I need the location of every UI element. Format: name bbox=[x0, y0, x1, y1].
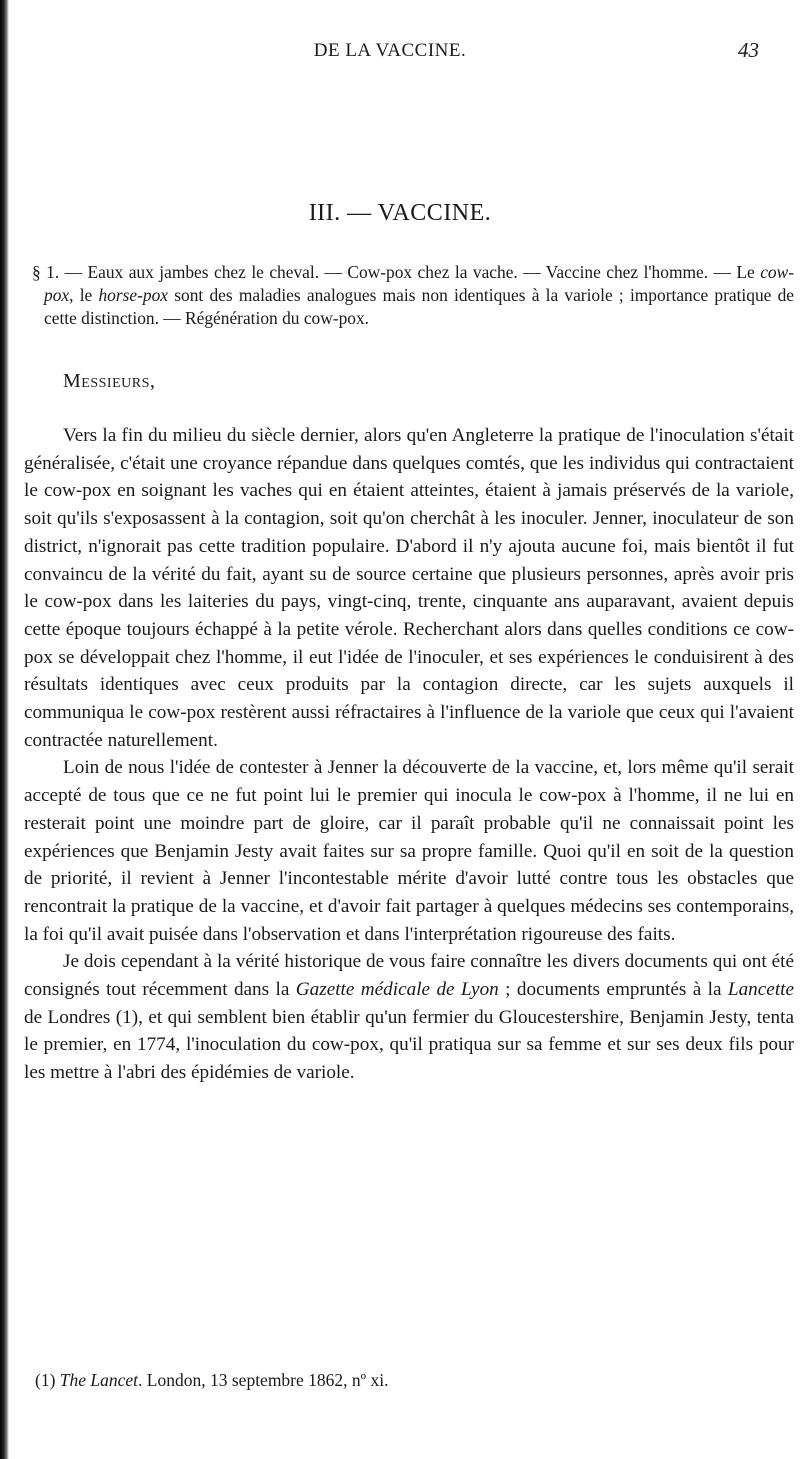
section-summary bbox=[32, 261, 794, 330]
page-number: 43 bbox=[738, 38, 759, 62]
body-text bbox=[24, 422, 794, 1087]
salutation bbox=[63, 370, 155, 393]
paragraph-3 bbox=[24, 948, 794, 1087]
paragraph-3-text-3: de Londres (1), et qui semblent bien établir qu'un fermier du Gloucestershire, Benjamin Jesty, tenta le premier, en 1774, l'inoculation du cow-pox, qu'il pratiqua sur sa femme et sur ses deux fils pour les mettre à l'abri des épidémies de variole. bbox=[24, 1006, 794, 1084]
paragraph-3-text-2: ; documents empruntés à la bbox=[498, 979, 728, 1001]
footnote-citation: . London, 13 septembre 1862, nº xi. bbox=[138, 1370, 389, 1390]
running-head: DE LA VACCINE. bbox=[313, 40, 467, 61]
summary-text-1: § 1. — Eaux aux jambes chez le cheval. — Cow-pox chez la vache. — Vaccine chez l'homme. — Le bbox=[32, 262, 761, 282]
footnote-journal: The Lancet bbox=[59, 1370, 139, 1390]
paragraph-3-italic-gazette: Gazette médicale de Lyon bbox=[295, 979, 499, 1001]
chapter-title: III. — VACCINE. bbox=[308, 200, 492, 226]
salutation-text: Messieurs, bbox=[63, 370, 156, 392]
summary-italic-cowpox: cow-pox bbox=[44, 262, 794, 305]
paragraph-2: Loin de nous l'idée de contester à Jenner la découverte de la vaccine, et, lors même qu'il serait accepté de tous que ce ne fut point lui le premier qui inocula le cow-pox à l'homme, il ne lui en resterait point une moindre part de gloire, car il paraît probable qu'il ne connaissait point les expériences que Benjamin Jesty avait faites sur sa propre famille. Quoi qu'il en soit de la question de priorité, il revient à Jenner l'incontestable mérite d'avoir lutté contre tous les obstacles que rencontrait la pratique de la vaccine, et d'avoir fait partager à quelques médecins ses contemporains, la foi qu'il avait puisée dans l'observation et dans l'interprétation rigoureuse des faits. bbox=[24, 757, 794, 945]
footnote bbox=[35, 1370, 388, 1391]
summary-text-3: sont des maladies analogues mais non identiques à la variole ; importance pratique de cette distinction. — Régénération du cow-pox. bbox=[44, 285, 794, 328]
summary-text-2: , le bbox=[69, 285, 99, 305]
footnote-marker: (1) bbox=[35, 1370, 60, 1390]
paragraph-3-text-1: Je dois cependant à la vérité historique de vous faire connaître les divers documents qui ont été consignés tout récemment dans la bbox=[24, 951, 794, 1001]
paragraph-3-italic-lancette: Lancette bbox=[727, 979, 794, 1001]
summary-italic-horsepox: horse-pox bbox=[98, 285, 169, 305]
paragraph-1: Vers la fin du milieu du siècle dernier, alors qu'en Angleterre la pratique de l'inoculation s'était généralisée, c'était une croyance répandue dans quelques comtés, que les individus qui contractaient le cow-pox en soignant les vaches qui en étaient atteintes, étaient à jamais préservés de la variole, soit qu'ils s'exposassent à la contagion, soit qu'on cherchât à les inoculer. Jenner, inoculateur de son district, n'ignorait pas cette tradition populaire. D'abord il n'y ajouta aucune foi, mais bientôt il fut convaincu de la vérité du fait, ayant su de source certaine que plusieurs personnes, après avoir pris le cow-pox dans les laiteries du pays, vingt-cinq, trente, cinquante ans auparavant, avaient depuis cette époque toujours échappé à la petite vérole. Recherchant alors dans quelles conditions ce cow-pox se développait chez l'homme, il eut l'idée de l'inoculer, et ses expériences le conduisirent à des résultats identiques avec ceux produits par la contagion directe, car les sujets auxquels il communiqua le cow-pox restèrent aussi réfractaires à l'influence de la variole que ceux qui l'avaient contractée naturellement. bbox=[24, 425, 794, 751]
